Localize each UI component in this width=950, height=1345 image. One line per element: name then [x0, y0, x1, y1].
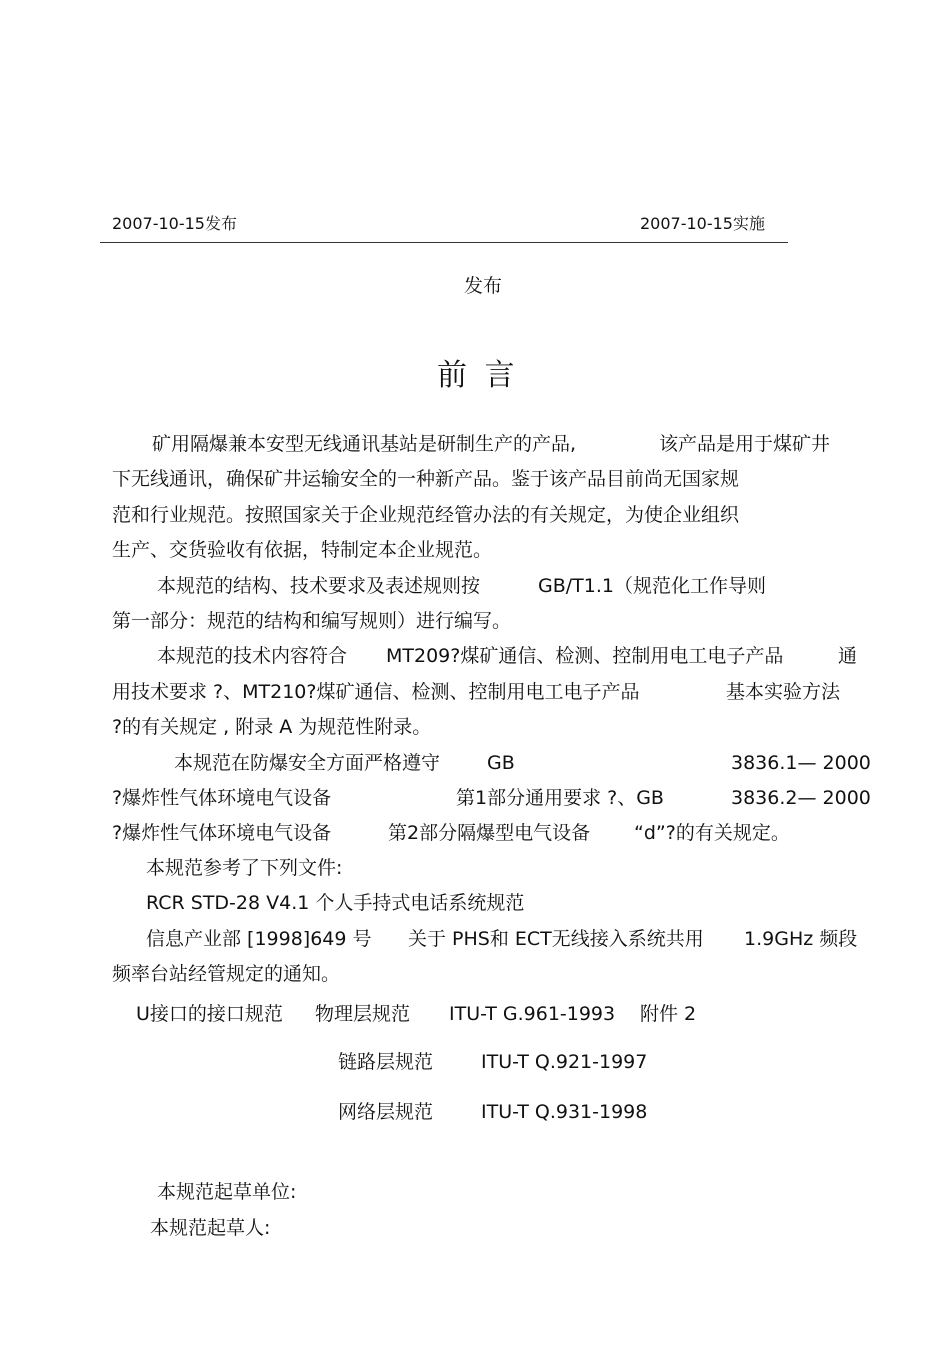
refs-intro: 本规范参考了下列文件: [146, 857, 343, 879]
header-divider [100, 242, 788, 243]
para1-line4: 生产、交货验收有依据，特制定本企业规范。 [112, 539, 493, 561]
drafting-person: 本规范起草人: [150, 1217, 271, 1239]
para3-line2b: 基本实验方法 [726, 681, 841, 703]
para4-line2b: 第1部分通用要求 ?、GB [456, 787, 664, 809]
para2-line1b: GB/T1.1（规范化工作导则 [538, 575, 766, 597]
para2-line1a: 本规范的结构、技术要求及表述规则按 [157, 575, 481, 597]
physical-layer-label: 物理层规范 [315, 1003, 411, 1025]
ref-item-2d: 频率台站经管规定的通知。 [112, 963, 341, 985]
para4-line2a: ?爆炸性气体环境电气设备 [112, 787, 332, 809]
para3-line2a: 用技术要求 ?、MT210?煤矿通信、检测、控制用电工电子产品 [112, 681, 640, 703]
ref-item-2b: 关于 PHS和 ECT无线接入系统共用 [408, 928, 704, 950]
u-interface-label: U接口的接口规范 [136, 1003, 283, 1025]
page-title: 前 言 [437, 358, 519, 393]
para1-line3: 范和行业规范。按照国家关于企业规范经管办法的有关规定，为使企业组织 [112, 504, 740, 526]
para4-line1c: 3836.1— 2000 [731, 752, 871, 774]
publish-date: 2007-10-15发布 [112, 214, 237, 233]
network-layer-std: ITU-T Q.931-1998 [481, 1101, 648, 1123]
para1-line2: 下无线通讯，确保矿井运输安全的一种新产品。鉴于该产品目前尚无国家规 [112, 468, 740, 490]
para3-line1b: MT209?煤矿通信、检测、控制用电工电子产品 [386, 645, 784, 667]
para4-line1a: 本规范在防爆安全方面严格遵守 [174, 752, 441, 774]
ref-item-2a: 信息产业部 [1998]649 号 [146, 928, 372, 950]
para1-line1b: 该产品是用于煤矿井 [659, 433, 831, 455]
network-layer-label: 网络层规范 [338, 1101, 434, 1123]
para4-line2c: 3836.2— 2000 [731, 787, 871, 809]
link-layer-label: 链路层规范 [338, 1051, 434, 1073]
para1-line1a: 矿用隔爆兼本安型无线通讯基站是研制生产的产品, [152, 433, 577, 455]
para4-line3b: 第2部分隔爆型电气设备 [388, 822, 591, 844]
ref-item-2c: 1.9GHz 频段 [744, 928, 858, 950]
para3-line1c: 通 [838, 645, 858, 667]
physical-layer-std: ITU-T G.961-1993 [449, 1003, 616, 1025]
para3-line1a: 本规范的技术内容符合 [157, 645, 348, 667]
effective-date: 2007-10-15实施 [640, 214, 765, 233]
link-layer-std: ITU-T Q.921-1997 [481, 1051, 648, 1073]
para4-line3c: “d”?的有关规定。 [634, 822, 790, 844]
drafting-unit: 本规范起草单位: [157, 1181, 297, 1203]
para4-line3a: ?爆炸性气体环境电气设备 [112, 822, 332, 844]
ref-item-1: RCR STD-28 V4.1 个人手持式电话系统规范 [146, 892, 525, 914]
para2-line2: 第一部分：规范的结构和编写规则）进行编写。 [112, 610, 512, 632]
publisher-line: 发布 [464, 275, 503, 297]
para3-line3: ?的有关规定 , 附录 A 为规范性附录。 [112, 716, 432, 738]
para4-line1b: GB [487, 752, 515, 774]
physical-layer-note: 附件 2 [640, 1003, 697, 1025]
